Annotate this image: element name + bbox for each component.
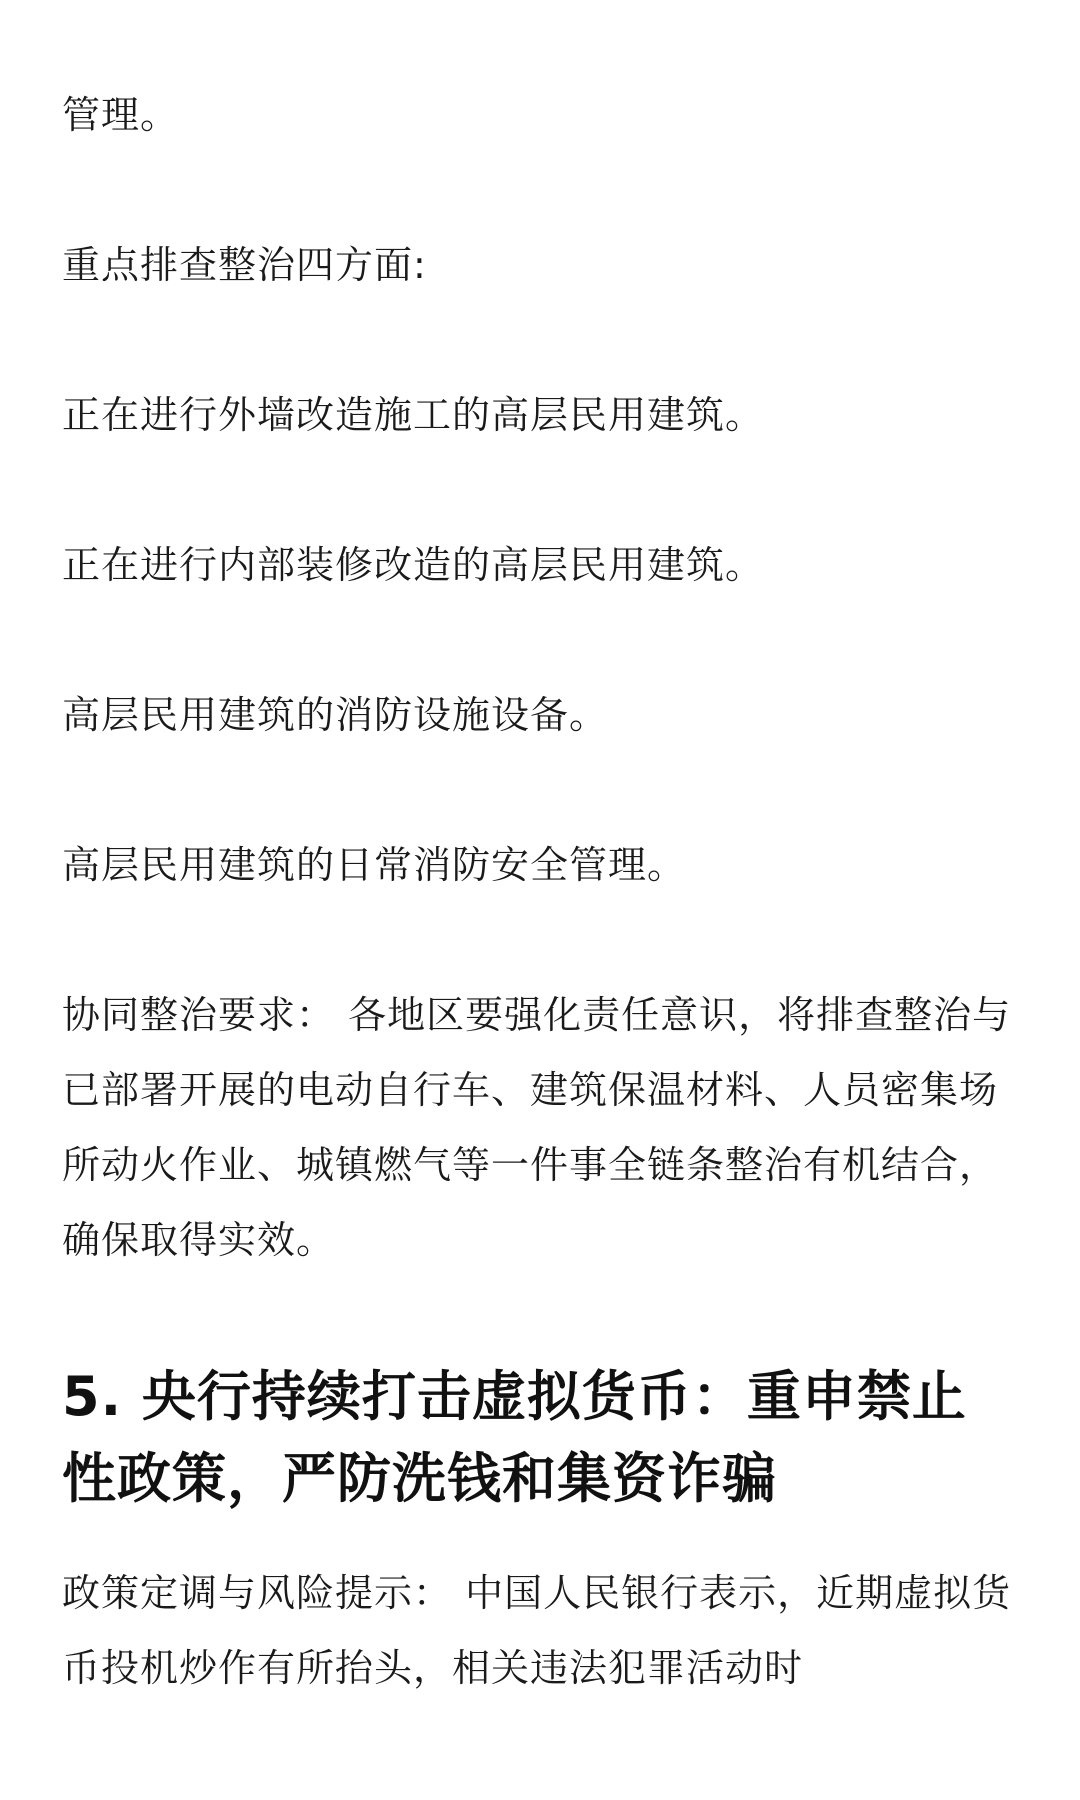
paragraph: 管理。 [62, 93, 180, 137]
section-heading: 5. 央行持续打击虚拟货币：重申禁止性政策，严防洗钱和集资诈骗 [62, 1365, 967, 1510]
paragraph: 高层民用建筑的消防设施设备。 [62, 693, 609, 737]
paragraph: 正在进行外墙改造施工的高层民用建筑。 [62, 393, 765, 437]
paragraph: 正在进行内部装修改造的高层民用建筑。 [62, 543, 765, 587]
paragraph-coordination: 协同整治要求： 各地区要强化责任意识，将排查整治与已部署开展的电动自行车、建筑保温材料、人员密集场所动火作业、城镇燃气等一件事全链条整治有机结合，确保取得实效。 [62, 993, 1012, 1262]
paragraph: 重点排查整治四方面: [62, 243, 427, 287]
paragraph-policy: 政策定调与风险提示： 中国人民银行表示，近期虚拟货币投机炒作有所抬头，相关违法犯罪活动时 [62, 1571, 1012, 1690]
paragraph: 高层民用建筑的日常消防安全管理。 [62, 843, 687, 887]
